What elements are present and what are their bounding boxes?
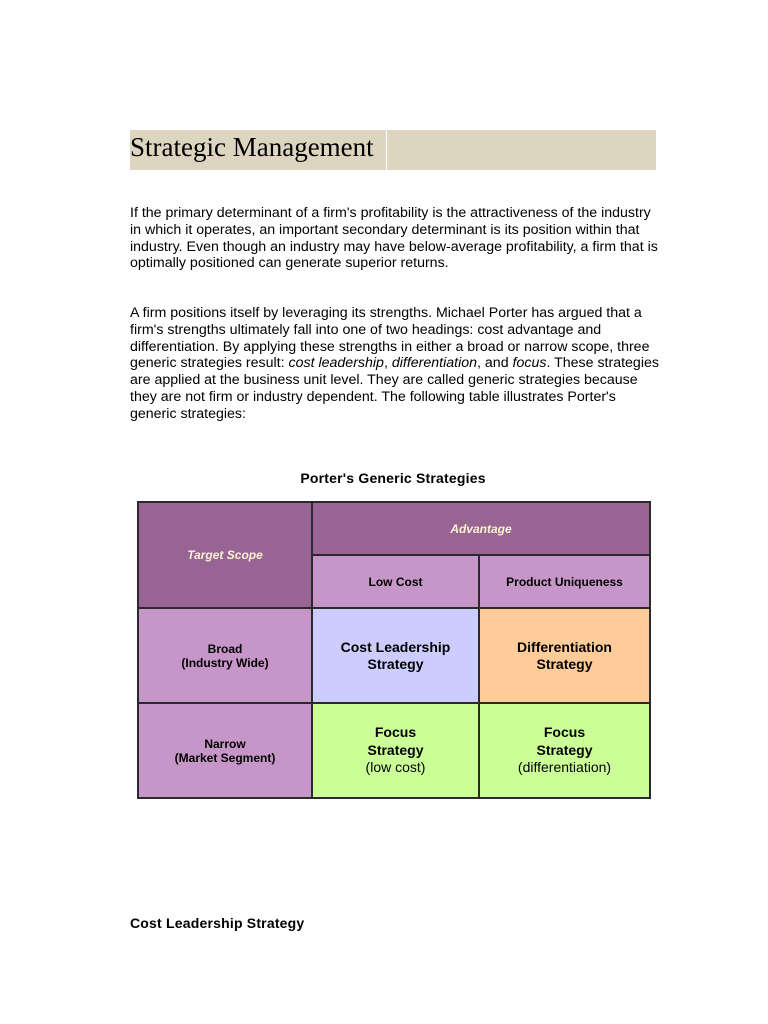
cost-leadership-label: Cost Leadership: [340, 638, 451, 655]
target-scope-label: Target Scope: [187, 548, 263, 562]
target-scope-header: [139, 503, 311, 607]
strategies-paragraph: [130, 305, 660, 423]
broad-scope-cell: [139, 609, 311, 702]
advantage-label: Advantage: [450, 521, 512, 536]
differentiation-label: Differentiation: [517, 638, 612, 655]
differentiation-term: differentiation: [391, 355, 478, 372]
narrow-scope-cell: [139, 704, 311, 797]
low-cost-header: [313, 556, 478, 607]
differentiation-strategy-label: Strategy: [536, 655, 593, 672]
narrow-sublabel: (Market Segment): [174, 750, 276, 765]
broad-label: Broad: [207, 641, 243, 656]
focus-low-cost-note: (low cost): [365, 759, 426, 776]
focus-label: Focus: [374, 724, 417, 741]
paragraph-separator: , and: [477, 355, 513, 372]
focus-label: Focus: [543, 724, 586, 741]
focus-differentiation-note: (differentiation): [517, 759, 612, 776]
advantage-header: [313, 503, 649, 554]
table-caption: Porter's Generic Strategies: [300, 470, 486, 486]
paragraph-separator: ,: [383, 355, 392, 372]
focus-low-cost-cell: [313, 704, 478, 797]
narrow-label: Narrow: [204, 736, 246, 751]
product-uniqueness-label: Product Uniqueness: [506, 574, 623, 589]
paragraph-text: A firm positions itself by leveraging its strengths. Michael Porter has argued that a firm's strengths ultimately fall into one of two headings: cost advantage and differentiation. By applying these strengths in either a broad or narrow scope, three generic strategies result:: [130, 305, 650, 372]
cost-leadership-strategy-label: Strategy: [367, 655, 424, 672]
intro-paragraph: If the primary determinant of a firm's profitability is the attractiveness of the industry in which it operates, an important secondary determinant is its position within that industry. Even though an industry may have below-average profitability, a firm that is optimally positioned can generate superior returns.: [130, 205, 658, 272]
cost-leadership-term: cost leadership: [288, 355, 384, 372]
focus-differentiation-cell: [480, 704, 649, 797]
broad-sublabel: (Industry Wide): [181, 655, 269, 670]
low-cost-label: Low Cost: [368, 574, 423, 589]
title-bar-divider: [386, 130, 387, 170]
focus-strategy-label: Strategy: [536, 741, 593, 758]
cost-leadership-cell: [313, 609, 478, 702]
focus-term: focus: [512, 355, 547, 372]
focus-strategy-label: Strategy: [367, 741, 424, 758]
generic-strategies-table: [137, 501, 651, 799]
section-subheading: Cost Leadership Strategy: [130, 915, 305, 931]
page-title: Strategic Management: [130, 132, 374, 162]
product-uniqueness-header: [480, 556, 649, 607]
differentiation-cell: [480, 609, 649, 702]
paragraph-text: . These strategies are applied at the business unit level. They are called generic strategies because they are not firm or industry dependent. The following table illustrates Porter's generic strategies:: [130, 355, 659, 422]
